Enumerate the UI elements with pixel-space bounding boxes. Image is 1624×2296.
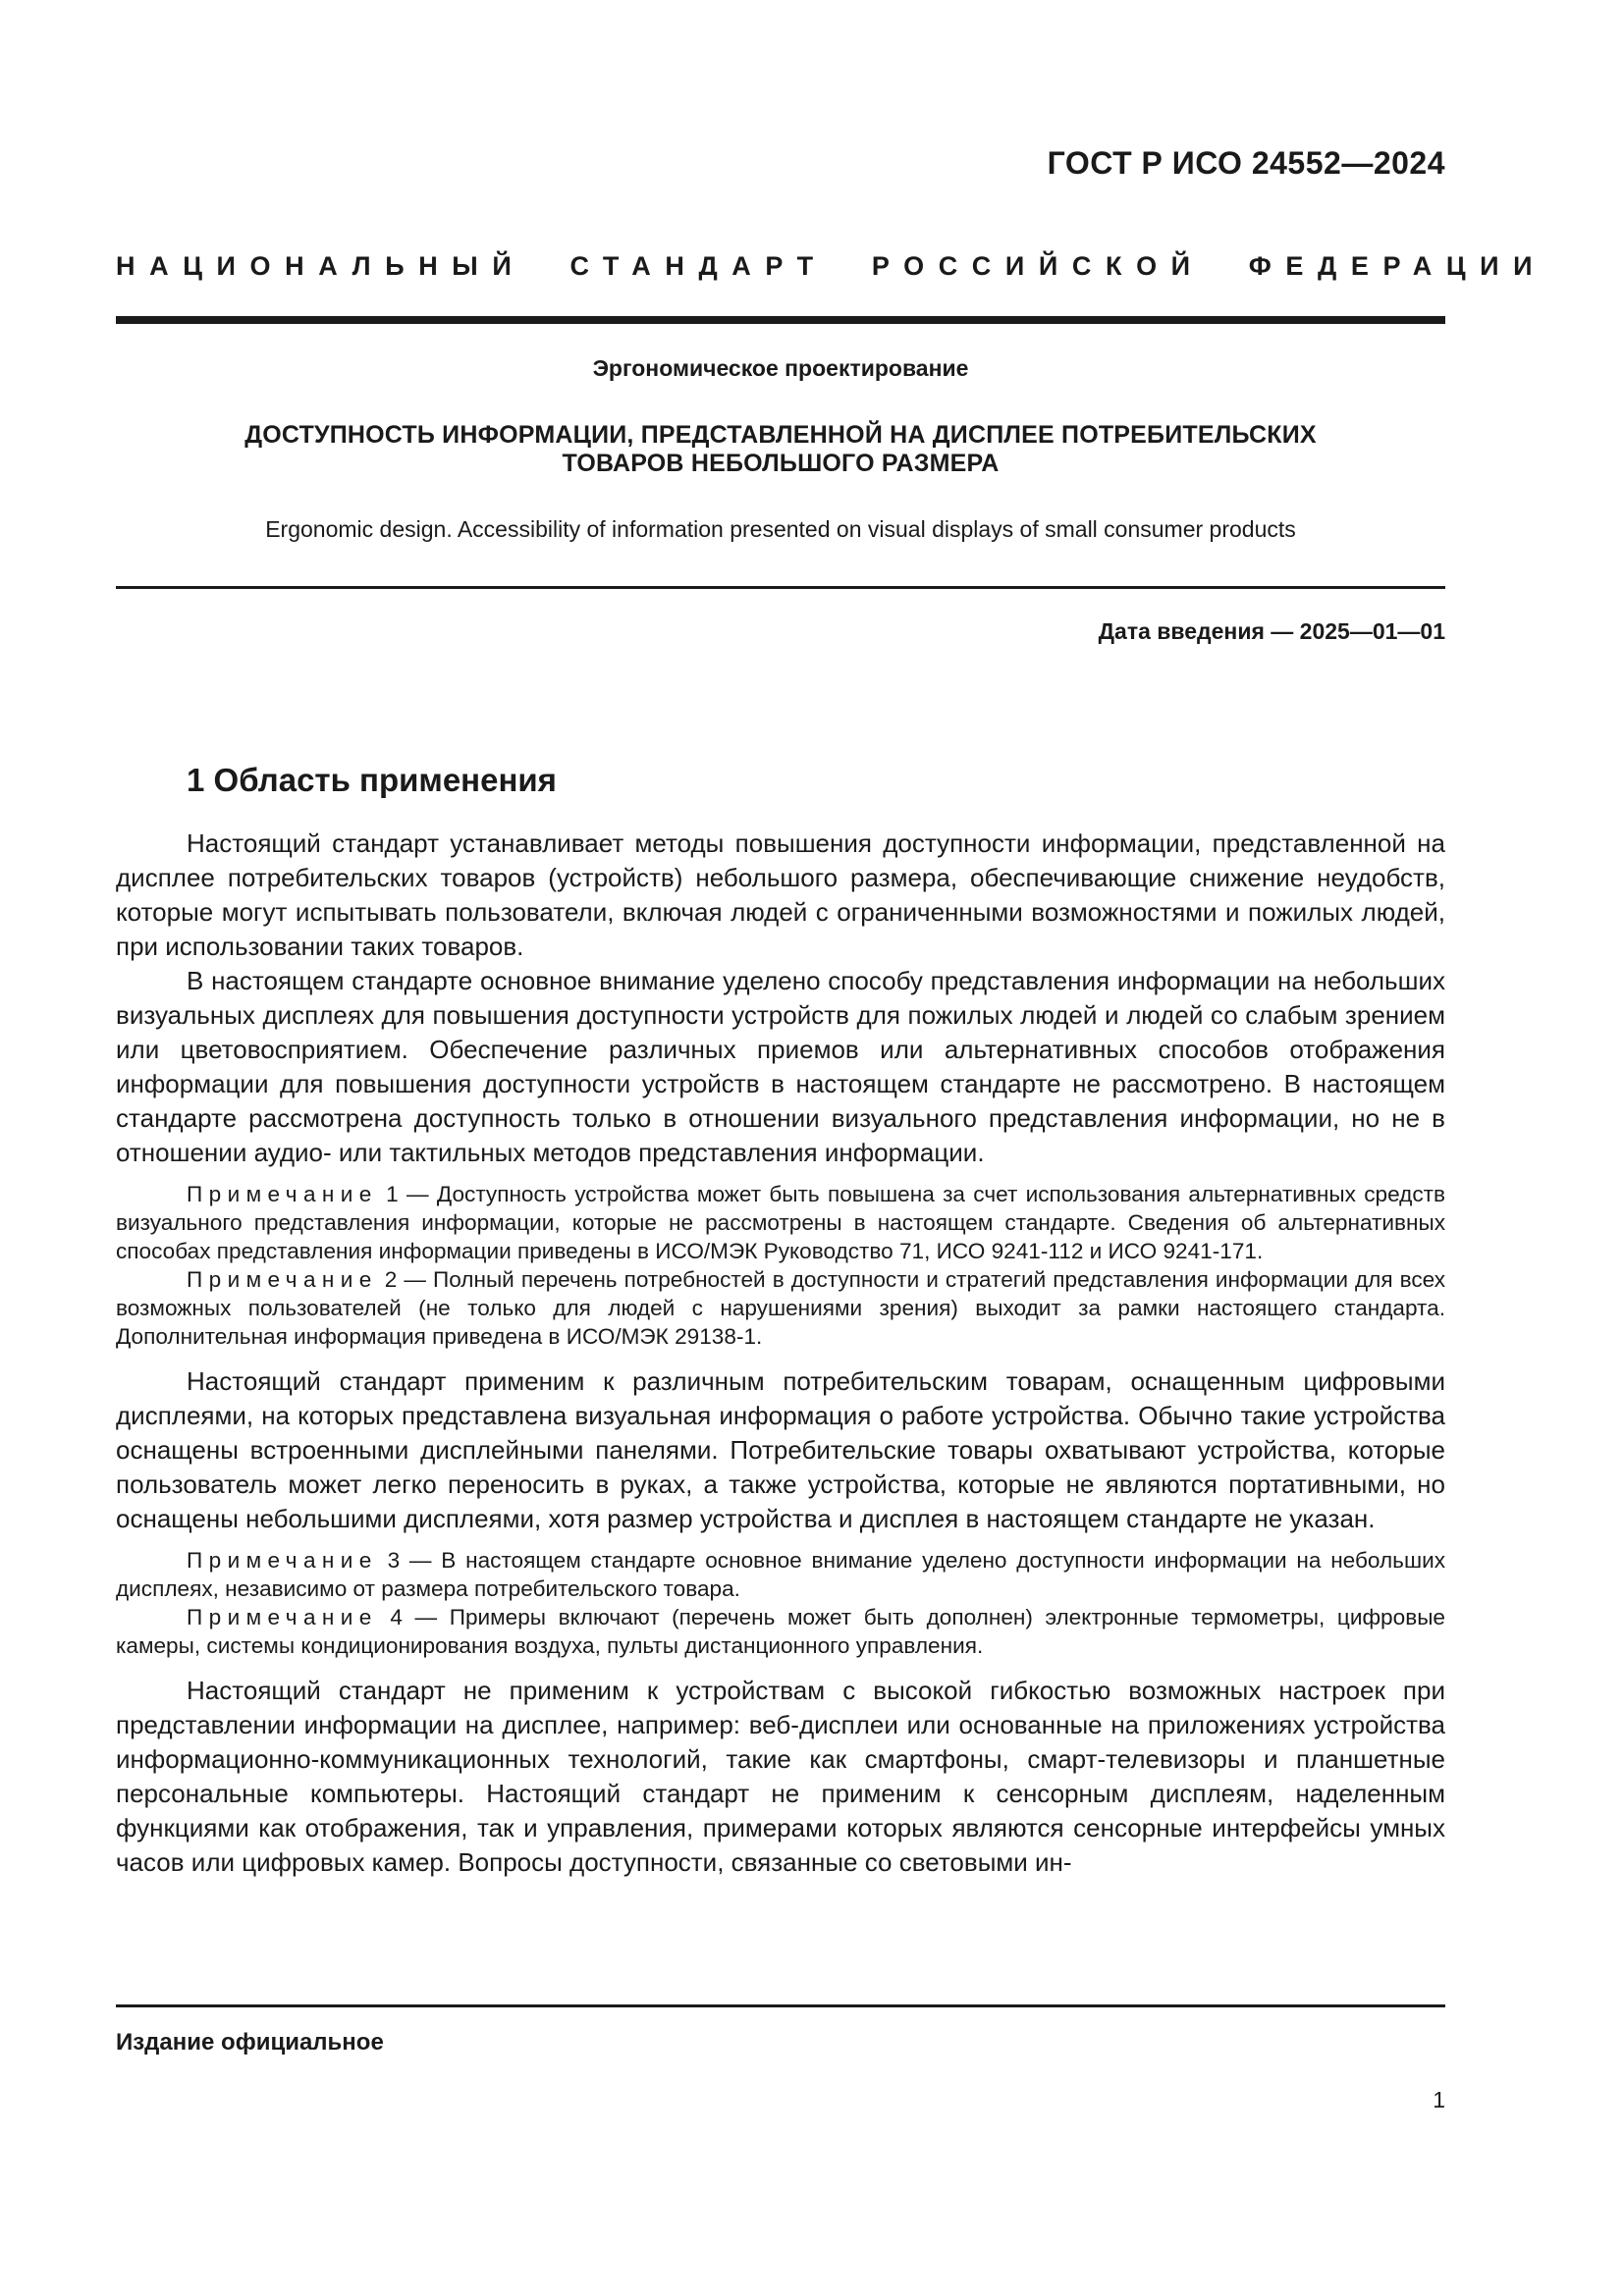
note-label: Примечание bbox=[187, 1182, 378, 1206]
note bbox=[116, 1265, 1445, 1351]
page-number: 1 bbox=[1433, 2087, 1445, 2112]
section-heading: 1 Область применения bbox=[187, 762, 557, 798]
note-label: Примечание bbox=[187, 1548, 378, 1573]
header-rule bbox=[116, 316, 1445, 324]
note-text: 2 — Полный перечень потребностей в доступности и стратегий представления информации для всех возможных пользователей (не только для людей с нарушениями зрения) выходит за рамки настоящего стандарта. Дополнительная информация приведена в ИСО/МЭК 29138-1. bbox=[116, 1267, 1445, 1349]
paragraph: В настоящем стандарте основное внимание уделено способу представления информации на небольших визуальных дисплеях для повышения доступности устройств для пожилых людей и людей со слабым зрением или цветовосприятием. Обеспечение различных приемов или альтернативных способов отображения информации для повышения доступности устройств в настоящем стандарте не рассмотрено. В настоящем стандарте рассмотрена доступность только в отношении визуального представления информации, но не в отношении аудио- или тактильных методов представления информации. bbox=[116, 966, 1445, 1167]
note bbox=[116, 1546, 1445, 1603]
standard-number: ГОСТ Р ИСО 24552—2024 bbox=[1047, 145, 1445, 181]
paragraph: Настоящий стандарт применим к различным потребительским товарам, оснащенным цифровыми дисплеями, на которых представлена визуальная информация о работе устройства. Обычно такие устройства оснащены встроенными дисплейными панелями. Потребительские товары охватывают устройства, которые пользователь может легко переносить в руках, а также устройства, которые не являются портативными, но оснащены небольшими дисплеями, хотя размер устройства и дисплея в настоящем стандарте не указан. bbox=[116, 1366, 1445, 1533]
note-label: Примечание bbox=[187, 1267, 378, 1292]
english-title: Ergonomic design. Accessibility of information presented on visual displays of small consumer products bbox=[265, 516, 1296, 542]
official-edition-label: Издание официальное bbox=[116, 2029, 384, 2056]
note bbox=[116, 1603, 1445, 1660]
footer-rule bbox=[116, 2004, 1445, 2007]
section-body bbox=[116, 827, 1445, 1880]
note-label: Примечание bbox=[187, 1605, 378, 1629]
main-title bbox=[116, 421, 1445, 478]
intro-date: Дата введения — 2025—01—01 bbox=[1098, 618, 1445, 644]
note-text: 3 — В настоящем стандарте основное внимание уделено доступности информации на небольших дисплеях, независимо от размера потребительского товара. bbox=[116, 1548, 1445, 1601]
paragraph: Настоящий стандарт не применим к устройствам с высокой гибкостью возможных настроек при представлении информации на дисплее, например: веб-дисплеи или основанные на приложениях устройства информационно-коммуникационных технологий, такие как смартфоны, смарт-телевизоры и планшетные персональные компьютеры. Настоящий стандарт не применим к сенсорным дисплеям, наделенным функциями как отображения, так и управления, примерами которых являются сенсорные интерфейсы умных часов или цифровых камер. Вопросы доступности, связанные со световыми ин- bbox=[116, 1676, 1445, 1877]
subtitle: Эргономическое проектирование bbox=[592, 355, 969, 381]
national-standard-banner: НАЦИОНАЛЬНЫЙ СТАНДАРТ РОССИЙСКОЙ ФЕДЕРАЦИИ bbox=[116, 251, 1547, 281]
title-rule bbox=[116, 586, 1445, 589]
note-text: 1 — Доступность устройства может быть повышена за счет использования альтернативных средств визуального представления информации, которые не рассмотрены в настоящем стандарте. Сведения об альтернативных способах представления информации приведены в ИСО/МЭК Руководство 71, ИСО 9241-112 и ИСО 9241-171. bbox=[116, 1182, 1445, 1263]
main-title-line-1: ДОСТУПНОСТЬ ИНФОРМАЦИИ, ПРЕДСТАВЛЕННОЙ НА ДИСПЛЕЕ ПОТРЕБИТЕЛЬСКИХ bbox=[244, 421, 1317, 449]
note bbox=[116, 1180, 1445, 1265]
main-title-line-2: ТОВАРОВ НЕБОЛЬШОГО РАЗМЕРА bbox=[562, 450, 1000, 477]
note-text: 4 — Примеры включают (перечень может быть дополнен) электронные термометры, цифровые камеры, системы кондиционирования воздуха, пульты дистанционного управления. bbox=[116, 1605, 1445, 1658]
paragraph: Настоящий стандарт устанавливает методы повышения доступности информации, представленной на дисплее потребительских товаров (устройств) небольшого размера, обеспечивающие снижение неудобств, которые могут испытывать пользователи, включая людей с ограниченными возможностями и пожилых людей, при использовании таких товаров. bbox=[116, 828, 1445, 961]
